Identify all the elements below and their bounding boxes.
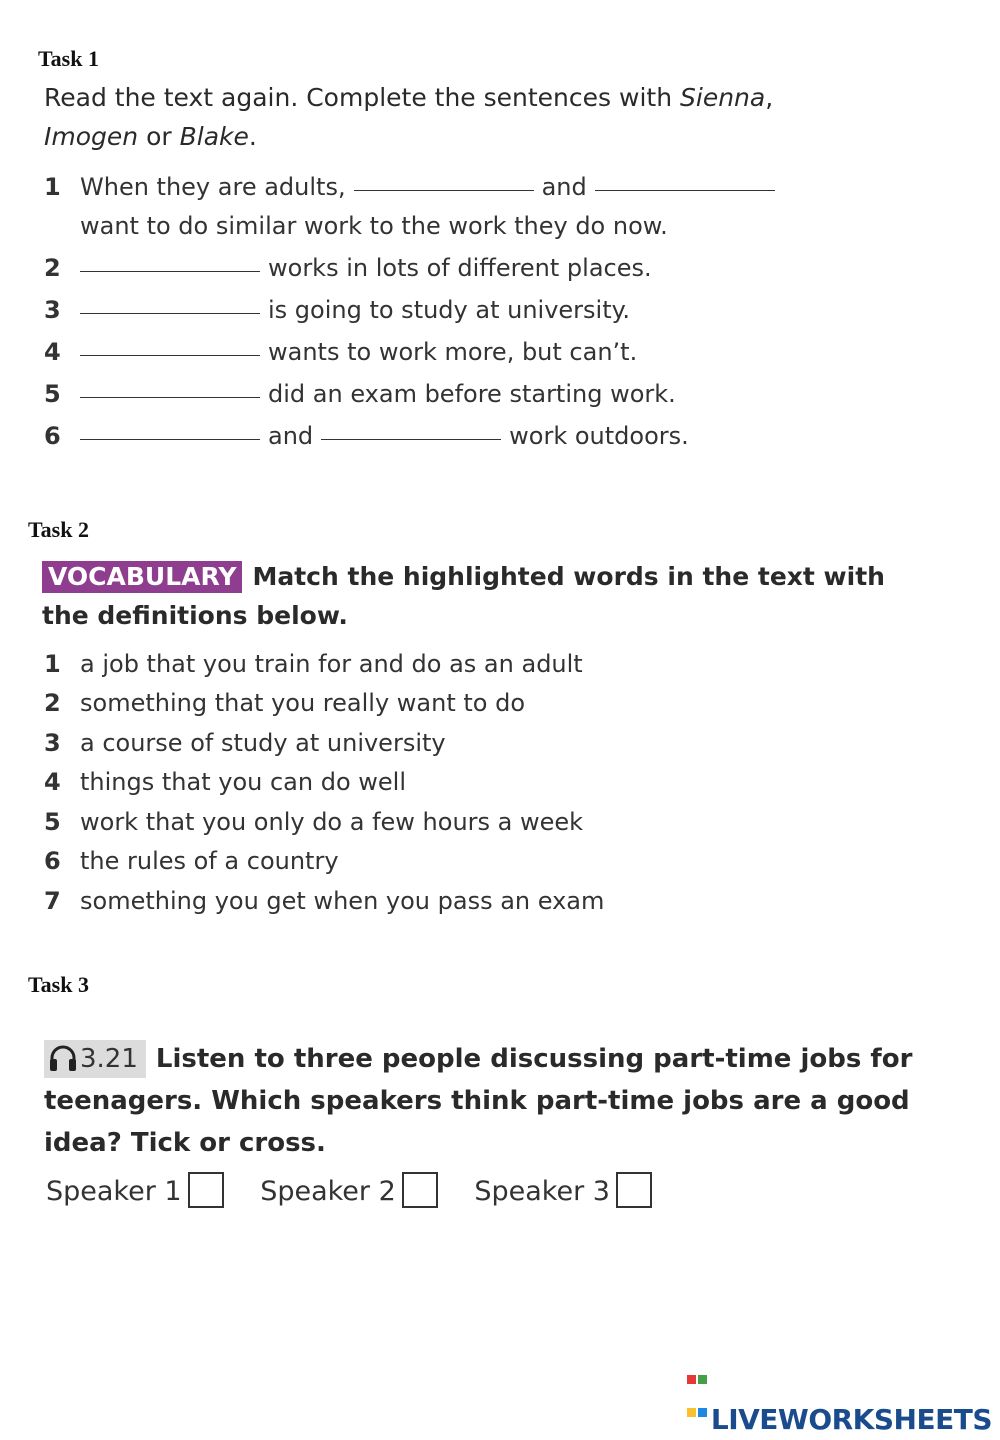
task1-item-1-line2: want to do similar work to the work they do now.	[80, 212, 668, 240]
speaker-label: Speaker 2	[260, 1176, 396, 1207]
item-number: 5	[44, 380, 61, 408]
task2-item-1	[44, 644, 583, 684]
headphones-icon	[48, 1044, 78, 1072]
item-text: works in lots of different places.	[268, 254, 652, 282]
task2-instruction	[42, 557, 902, 635]
item-number: 6	[44, 847, 61, 875]
liveworksheets-logo[interactable]	[686, 1374, 992, 1440]
item-number: 2	[44, 689, 61, 717]
task2-item-5	[44, 802, 583, 842]
and-text: and	[541, 173, 587, 201]
answer-blank[interactable]	[80, 438, 260, 440]
task2-item-6	[44, 841, 339, 881]
task3-label: Task 3	[28, 972, 89, 997]
speaker-label: Speaker 3	[474, 1176, 610, 1207]
tick-box-speaker-2[interactable]	[402, 1172, 438, 1208]
comma: ,	[765, 83, 774, 112]
task1-instruction-text: Read the text again. Complete the sentences with	[44, 83, 680, 112]
task2-item-3	[44, 723, 446, 763]
task3-instruction-line2: teenagers. Which speakers think part-time jobs are a good	[44, 1086, 910, 1116]
speaker-label: Speaker 1	[46, 1176, 182, 1207]
item-number: 6	[44, 422, 61, 450]
task2-item-4	[44, 762, 406, 802]
speaker-3	[474, 1172, 652, 1208]
or-text: or	[138, 122, 180, 151]
audio-track-badge	[44, 1040, 146, 1078]
task1-item-2	[44, 248, 652, 288]
definition-text: a job that you train for and do as an adult	[80, 650, 583, 678]
task1-label: Task 1	[38, 46, 99, 71]
task3-instruction	[44, 1038, 944, 1164]
item-number: 1	[44, 650, 61, 678]
definition-text: the rules of a country	[80, 847, 339, 875]
item-text: is going to study at university.	[268, 296, 631, 324]
vocabulary-badge: VOCABULARY	[42, 561, 242, 593]
item-text: When they are adults,	[80, 173, 346, 201]
track-number: 3.21	[80, 1044, 138, 1074]
speaker-2	[260, 1172, 438, 1208]
item-number: 7	[44, 887, 61, 915]
tick-box-speaker-1[interactable]	[188, 1172, 224, 1208]
task1-item-4	[44, 332, 637, 372]
task2-instruction-line1: Match the highlighted words in the text with	[252, 562, 885, 591]
item-text: work outdoors.	[509, 422, 689, 450]
task1-item-3	[44, 290, 630, 330]
item-number: 4	[44, 768, 61, 796]
logo-text: LIVEWORKSHEETS	[710, 1403, 992, 1436]
item-number: 1	[44, 173, 61, 201]
task2-label: Task 2	[28, 517, 89, 542]
logo-grid-icon	[686, 1374, 708, 1440]
answer-blank[interactable]	[321, 438, 501, 440]
definition-text: things that you can do well	[80, 768, 406, 796]
item-number: 5	[44, 808, 61, 836]
definition-text: something you get when you pass an exam	[80, 887, 605, 915]
task1-item-1	[44, 167, 783, 207]
item-number: 4	[44, 338, 61, 366]
speaker-row	[46, 1172, 680, 1208]
definition-text: work that you only do a few hours a week	[80, 808, 584, 836]
task2-item-7	[44, 881, 604, 921]
definition-text: a course of study at university	[80, 729, 446, 757]
and-text: and	[268, 422, 314, 450]
name-imogen: Imogen	[44, 122, 139, 151]
task2-instruction-line2: the definitions below.	[42, 601, 348, 630]
name-sienna: Sienna	[680, 83, 766, 112]
speaker-1	[46, 1172, 224, 1208]
name-blake: Blake	[179, 122, 249, 151]
task2-item-2	[44, 683, 525, 723]
item-number: 3	[44, 729, 61, 757]
answer-blank[interactable]	[80, 354, 260, 356]
answer-blank[interactable]	[354, 189, 534, 191]
task1-item-5	[44, 374, 676, 414]
answer-blank[interactable]	[80, 270, 260, 272]
answer-blank[interactable]	[595, 189, 775, 191]
task3-instruction-line3: idea? Tick or cross.	[44, 1128, 326, 1158]
definition-text: something that you really want to do	[80, 689, 525, 717]
period: .	[248, 122, 257, 151]
answer-blank[interactable]	[80, 396, 260, 398]
task1-instruction	[44, 78, 864, 156]
item-number: 2	[44, 254, 61, 282]
tick-box-speaker-3[interactable]	[616, 1172, 652, 1208]
task3-instruction-line1: Listen to three people discussing part-time jobs for	[155, 1044, 913, 1074]
item-text: did an exam before starting work.	[268, 380, 676, 408]
answer-blank[interactable]	[80, 312, 260, 314]
item-text: wants to work more, but can’t.	[268, 338, 638, 366]
item-number: 3	[44, 296, 61, 324]
task1-item-6	[44, 416, 689, 456]
